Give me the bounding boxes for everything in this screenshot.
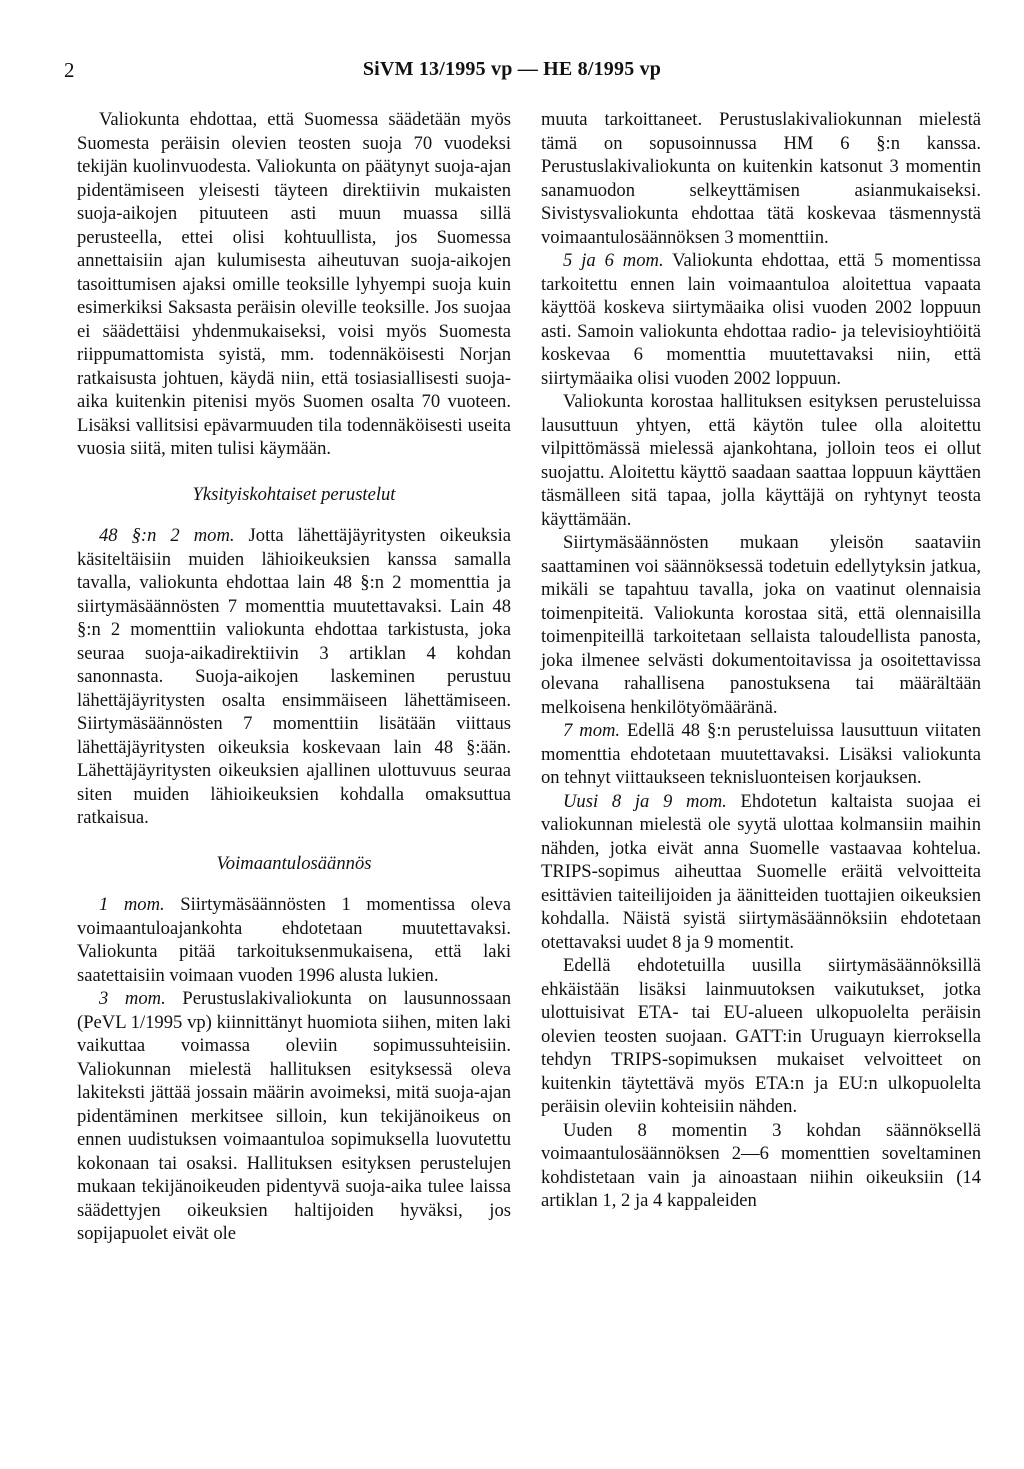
paragraph-text: Ehdotetun kaltaista suojaa ei valiokunnan mielestä ole syytä ulottaa kolmansiin maihin nähden, jotka eivät anna Suomelle vastaavaa kohtelua. TRIPS-sopimus aiheuttaa Suomelle eräitä velvoitteita esittävien taiteilijoiden ja äänitteiden tuottajien oikeuksien kohdalla. Näistä syistä siirtymäsäännöksiin ehdotetaan otettavaksi uudet 8 ja 9 momentit. xyxy=(541,790,981,953)
paragraph: Uuden 8 momentin 3 kohdan säännöksellä voimaantulosäännöksen 2—6 momenttien soveltaminen kohdistetaan vain ja ainoastaan niihin oikeuksiin (14 artiklan 1, 2 ja 4 kappaleiden xyxy=(541,1119,981,1211)
paragraph-lead: 1 mom. xyxy=(99,894,165,915)
paragraph-lead: 7 mom. xyxy=(563,720,621,741)
paragraph-text: Siirtymäsäännösten 1 momentissa oleva voimaantuloajankohta ehdotetaan muutettavaksi. Valiokunta pitää tarkoituksenmukaisena, että laki saatettaisiin voimaan vuoden 1996 alusta lukien. xyxy=(77,894,511,986)
paragraph: Edellä ehdotetuilla uusilla siirtymäsäännöksillä ehkäistään lisäksi lainmuutoksen vaikutukset, jotka ulottuisivat ETA- tai EU-alueen ulkopuolelta peräisin olevien teosten suojaan. GATT:in Uruguayn kierroksella tehdyn TRIPS-sopimuksen mukaiset velvoitteet on kuitenkin täytettävä myös ETA:n ja EU:n ulkopuolelta peräisin oleviin kohteisiin nähden. xyxy=(541,955,981,1117)
paragraph-text: Perustuslakivaliokunta on lausunnossaan (PeVL 1/1995 vp) kiinnittänyt huomiota siihen, miten laki vaikuttaa voimassa oleviin sopimussuhteisiin. Valiokunnan mielestä hallituksen esityksessä oleva lakiteksti jättää jossain määrin avoimeksi, mitä suoja-ajan pidentäminen merkitsee silloin, kun tekijänoikeus on ennen uudistuksen voimaantuloa sopimuksella luovutettu kokonaan tai osaksi. Hallituksen esityksen perustelujen mukaan tekijänoikeuden pidentyvä suoja-aika tulee laissa säädettyjen oikeuksien haltijoiden hyväksi, jos sopijapuolet eivät ole xyxy=(77,988,512,1244)
paragraph: Valiokunta ehdottaa, että Suomessa säädetään myös Suomesta peräisin olevien teosten suoja 70 vuodeksi tekijän kuolinvuodesta. Valiokunta on päätynyt suoja-ajan pidentämiseen yleisesti täyteen direktiivin mukaisten suoja-aikojen pituuteen asti muun muassa sillä perusteella, ettei olisi kohtuullista, jos Suomessa annettaisiin ajan kulumisesta aiheutuvan suoja-aikojen tasoittumisen ajaksi omille teoksille lyhyempi suoja kuin esimerkiksi Saksasta peräisin oleville teoksille. Jos suojaa ei säädettäisi yhdenmukaiseksi, voisi myös Suomesta riippumattomista syistä, mm. todennäköisesti Norjan ratkaisusta johtuen, käydä niin, että tosiasiallisesti suoja-aika kuitenkin pitenisi myös Suomen osalta 70 vuoteen. Lisäksi vallitsisi epävarmuuden tila todennäköisesti useita vuosia siitä, miten tulisi käymään. xyxy=(77,109,511,459)
page-number: 2 xyxy=(64,58,75,82)
paragraph-text: Valiokunta ehdottaa, että 5 momentissa tarkoitettu ennen lain voimaantuloa aloitettua vapaata käyttöä koskeva siirtymäaika olisi vuoden 2002 loppuun asti. Samoin valiokunta ehdottaa radio- ja televisioyhtiöitä koskevaa 6 momenttia muutettavaksi niin, että siirtymäaika olisi vuoden 2002 loppuun. xyxy=(541,250,981,389)
left-column xyxy=(77,108,511,1246)
paragraph: muuta tarkoittaneet. Perustuslakivaliokunnan mielestä tämä on sopusoinnussa HM 6 §:n kanssa. Perustuslakivaliokunta on kuitenkin katsonut 3 momentin sanamuodon selkeyttämisen asianmukaiseksi. Sivistysvaliokunta ehdottaa tätä koskevaa täsmennystä voimaantulosäännöksen 3 momenttiin. xyxy=(541,109,981,248)
paragraph: Siirtymäsäännösten mukaan yleisön saataviin saattaminen voi säännöksessä todetuin edellytyksin jatkua, mikäli se tapahtuu tavalla, joka on vaatinut olennaisia toimenpiteitä. Valiokunta korostaa sitä, että olennaisilla toimenpiteillä tarkoitetaan sellaista taloudellista panosta, joka ilmenee selvästi dokumentoitavissa ja osoitettavissa olevana rahallisena panostuksena tai määrältään melkoisena henkilötyömääränä. xyxy=(541,532,981,718)
paragraph-lead: 48 §:n 2 mom. xyxy=(99,525,235,546)
section-heading: Voimaantulosäännös xyxy=(216,852,372,874)
paragraph-lead: 5 ja 6 mom. xyxy=(563,250,664,271)
paragraph-text: Edellä 48 §:n perusteluissa lausuttuun viitaten momenttia ehdotetaan muutettavaksi. Lisäksi valiokunta on tehnyt viittaukseen teknisluonteisen korjauksen. xyxy=(541,720,981,788)
paragraph-lead: Uusi 8 ja 9 mom. xyxy=(563,790,727,812)
paragraph xyxy=(541,249,981,390)
paragraph xyxy=(541,790,981,955)
paragraph-lead: 3 mom. xyxy=(99,988,166,1009)
paragraph xyxy=(77,524,511,830)
paragraph xyxy=(77,893,511,987)
paragraph xyxy=(77,987,511,1246)
section-heading: Yksityiskohtaiset perustelut xyxy=(192,483,396,505)
paragraph-text: Jotta lähettäjäyritysten oikeuksia käsiteltäisiin muiden lähioikeuksien kanssa samalla tavalla, valiokunta ehdottaa lain 48 §:n 2 momenttia ja siirtymäsäännösten 7 momenttia muutettavaksi. Lain 48 §:n 2 momenttiin valiokunta ehdottaa tarkistusta, joka seuraa suoja-aikadirektiivin 3 artiklan 4 kohdan sanonnasta. Suoja-aikojen laskeminen perustuu lähettäjäyritysten osalta ensimmäiseen lähettämiseen. Siirtymäsäännösten 7 momenttiin lisätään viittaus lähettäjäyritysten oikeuksia koskevaan lain 48 §:ään. Lähettäjäyritysten oikeuksien ajallinen ulottuvuus seuraa siten muiden lähioikeuksien kohdalla omaksuttua ratkaisua. xyxy=(77,525,511,828)
paragraph: Valiokunta korostaa hallituksen esityksen perusteluissa lausuttuun yhtyen, että käytön tulee olla aloitettu vilpittömässä mielessä ajankohtana, jolloin teos ei ollut suojattu. Aloitettu käyttö saadaan saattaa loppuun käyttäen täsmälleen sitä tapaa, jolla käyttäjä on ryhtynyt teosta käyttämään. xyxy=(541,391,981,530)
paragraph xyxy=(541,719,981,790)
right-column xyxy=(541,108,981,1213)
running-header: SiVM 13/1995 vp — HE 8/1995 vp xyxy=(362,58,662,80)
